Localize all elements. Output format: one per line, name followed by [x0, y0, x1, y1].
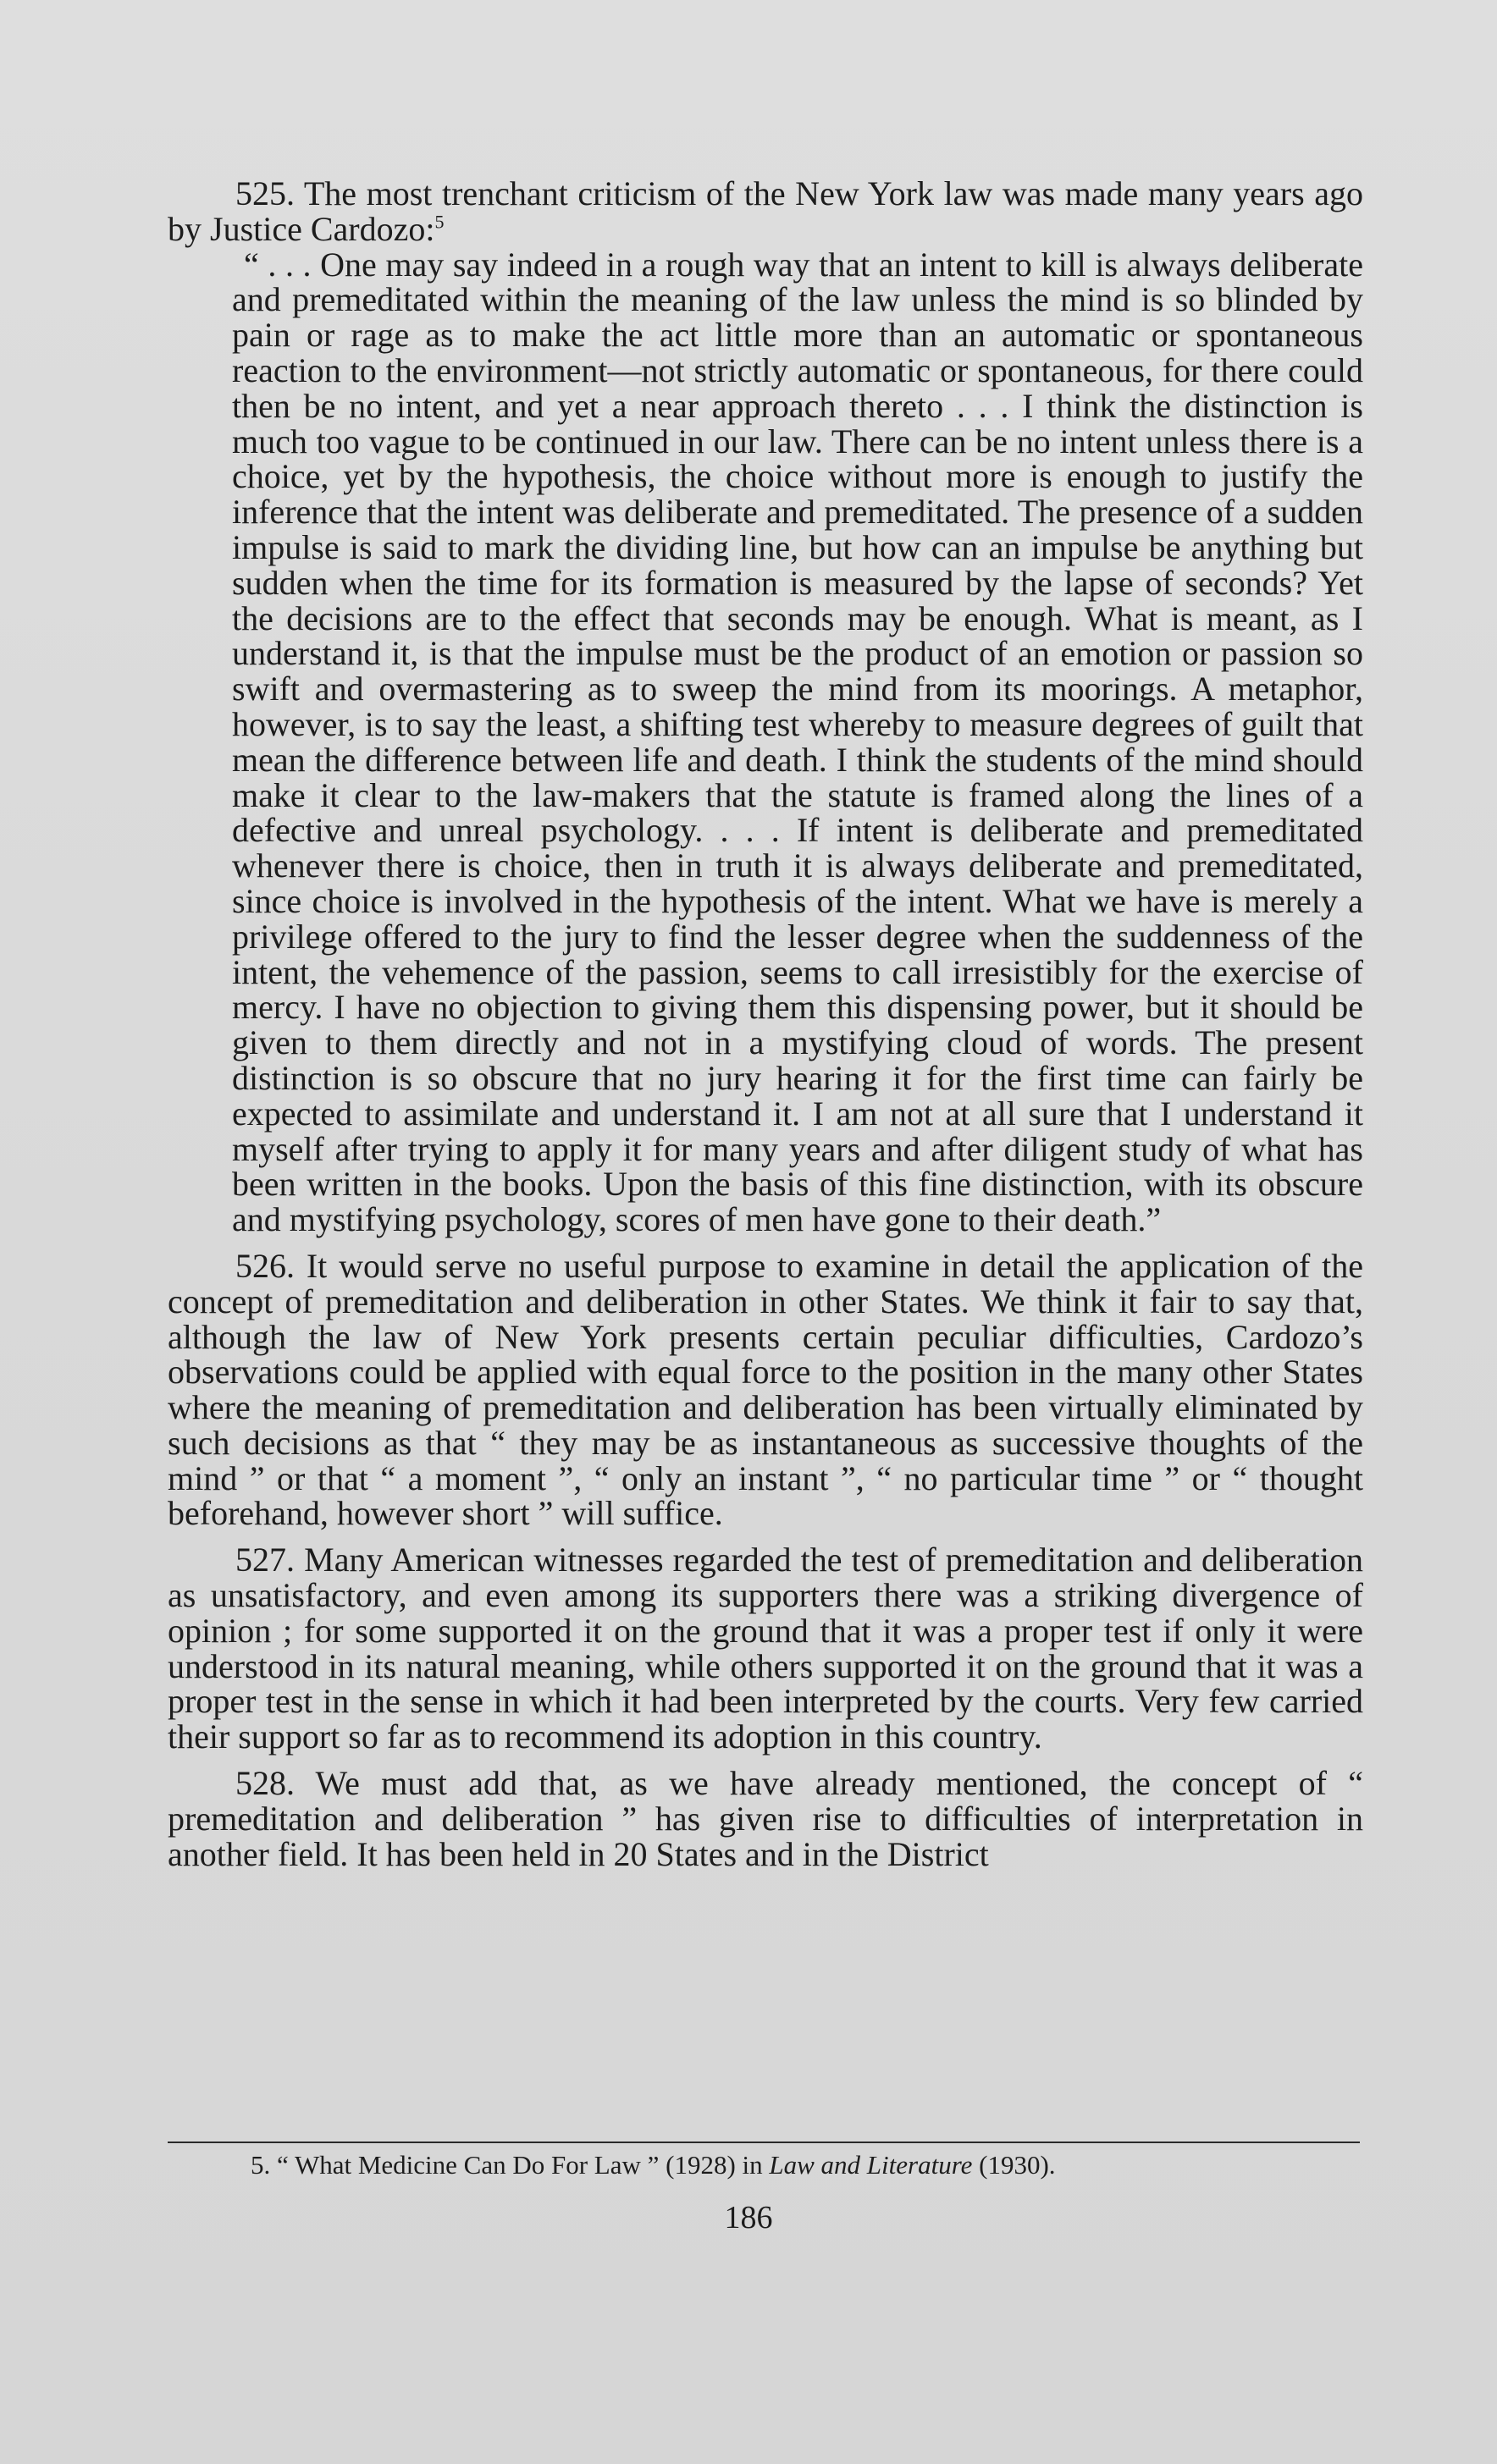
- footnote-divider: [168, 2142, 1360, 2143]
- footnote-book-title: Law and Literature: [769, 2150, 973, 2180]
- footnote-year: (1930).: [979, 2150, 1056, 2180]
- paragraph-526: 526. It would serve no useful purpose to examine in detail the application of the concept of premeditation and deliberation in other States. We think it fair to say that, although the law of New York presents certain peculiar difficulties, Cardozo’s observations could be applied with equal force to the position in the many other States where the meaning of premeditation and deliberation has been virtually eliminated by such decisions as that “ they may be as instantaneous as successive thoughts of the mind ” or that “ a moment ”, “ only an instant ”, “ no particular time ” or “ thought beforehand, however short ” will suffice.: [168, 1246, 1363, 1533]
- paragraph-525-intro: 525. The most trenchant criticism of the New York law was made many years ago by Justice Cardozo:: [168, 174, 1363, 248]
- footnote-text: 5. “ What Medicine Can Do For Law ” (1928) in: [251, 2150, 763, 2180]
- paragraph-527: 527. Many American witnesses regarded the test of premeditation and deliberation as unsatisfactory, and even among its supporters there was a striking divergence of opinion ; for some supported it on the ground that it was a proper test if only it were understood in its natural meaning, while others supported it on the ground that it was a proper test in the sense in which it had been interpreted by the courts. Very few carried their support so far as to recommend its adoption in this country.: [168, 1541, 1363, 1756]
- cardozo-quotation: “ . . . One may say indeed in a rough way that an intent to kill is always deliberate and premeditated within the meaning of the law unless the mind is so blinded by pain or rage as to make the act little more than an automatic or spontaneous reaction to the environment—not strictly automatic or spontaneous, for there could then be no intent, and yet a near approach thereto . . . I think the distinction is much too vague to be continued in our law. There can be no intent unless there is a choice, yet by the hypothesis, the choice without more is enough to justify the inference that the intent was deliberate and premeditated. The presence of a sudden impulse is said to mark the dividing line, but how can an impulse be anything but sudden when the time for its formation is measured by the lapse of seconds? Yet the decisions are to the effect that seconds may be enough. What is meant, as I understand it, is that the impulse must be the product of an emotion or passion so swift and overmastering as to sweep the mind from its moorings. A metaphor, however, is to say the least, a shifting test whereby to measure degrees of guilt that mean the difference between life and death. I think the students of the mind should make it clear to the law-makers that the statute is framed along the lines of a defective and unreal psychology. . . . If intent is deliberate and premeditated whenever there is choice, then in truth it is always deliberate and premeditated, since choice is involved in the hypothesis of the intent. What we have is merely a privilege offered to the jury to find the lesser degree when the suddenness of the intent, the vehemence of the passion, seems to call irresistibly for the exercise of mercy. I have no objection to giving them this dispensing power, but it should be given to them directly and not in a mystifying cloud of words. The present distinction is so obscure that no jury hearing it for the first time can fairly be expected to assimilate and understand it. I am not at all sure that I understand it myself after trying to apply it for many years and after diligent study of what has been written in the books. Upon the basis of this fine distinction, with its obscure and mystifying psychology, scores of men have gone to their death.”: [232, 245, 1363, 1239]
- footnote-reference: 5: [434, 211, 445, 233]
- footnote: [251, 2148, 1360, 2182]
- page-number: 186: [724, 2200, 773, 2235]
- paragraph-525: [168, 176, 1363, 247]
- paragraph-528: 528. We must add that, as we have already mentioned, the concept of “ premeditation and deliberation ” has given rise to difficulties of interpretation in another field. It has been held in 20 States and in the District: [168, 1764, 1363, 1873]
- body-text: [168, 176, 1363, 1871]
